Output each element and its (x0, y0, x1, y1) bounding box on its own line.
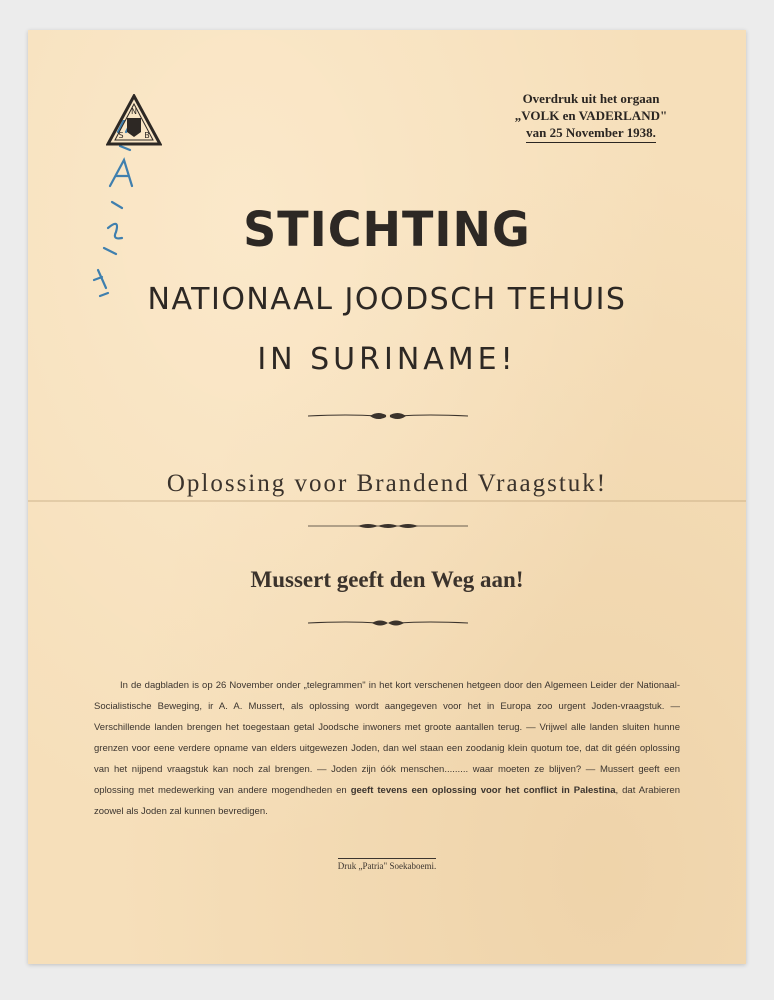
ornament-divider-2 (308, 519, 468, 533)
overprint-line-2: „VOLK en VADERLAND" (514, 108, 668, 123)
document-sheet (28, 30, 746, 964)
subtitle-2: Mussert geeft den Weg aan! (250, 567, 524, 592)
paper-fold-line (28, 500, 746, 502)
body-text-bold: geeft tevens een oplossing voor het conflict in Palestina (350, 785, 616, 796)
printer-credit-text: Druk „Patria" Soekaboemi. (338, 858, 436, 871)
overprint-line-3: van 25 November 1938. (526, 124, 656, 143)
svg-text:B: B (144, 131, 150, 140)
ornament-divider-3 (308, 616, 468, 630)
ornament-divider-1 (308, 409, 468, 423)
title-line-1: STICHTING (243, 200, 531, 258)
body-paragraph (94, 675, 680, 822)
body-text-part-1: In de dagbladen is op 26 November onder „telegrammen" in het kort verschenen hetgeen door den Algemeen Leider der Nationaal-Socialistische Beweging, ir A. A. Mussert, als oplossing wordt aangegeven voor het in Europa zoo urgent Joden-vraagstuk. — Verschillende landen brengen het toegestaan getal Joodsche inwoners met groote aantallen terug. — Vrijwel alle landen sluiten hunne grenzen voor eene verdere opname van elders uitgewezen Joden, dan wel staan een zoodanig klein quotum toe, dat dit géén oplossing van het nijpend vraagstuk kan noch zal brengen. — Joden zijn óók menschen......... waar moeten ze blijven? — Mussert geeft een oplossing met medewerking van andere mogendheden en (94, 680, 680, 796)
overprint-notice (496, 90, 686, 143)
body-text-part-3: , dat Arabieren zoowel als Joden zal kunnen bevredigen. (94, 785, 680, 817)
subtitle-1: Oplossing voor Brandend Vraagstuk! (166, 470, 608, 497)
nsb-triangle-emblem-icon (106, 94, 162, 146)
svg-text:S: S (118, 131, 124, 140)
overprint-line-1: Overdruk uit het orgaan (522, 91, 660, 106)
printer-credit (28, 861, 746, 871)
title-line-3: IN SURINAME! (257, 342, 517, 377)
svg-text:N: N (131, 107, 137, 116)
title-line-2: NATIONAAL JOODSCH TEHUIS (147, 282, 627, 317)
